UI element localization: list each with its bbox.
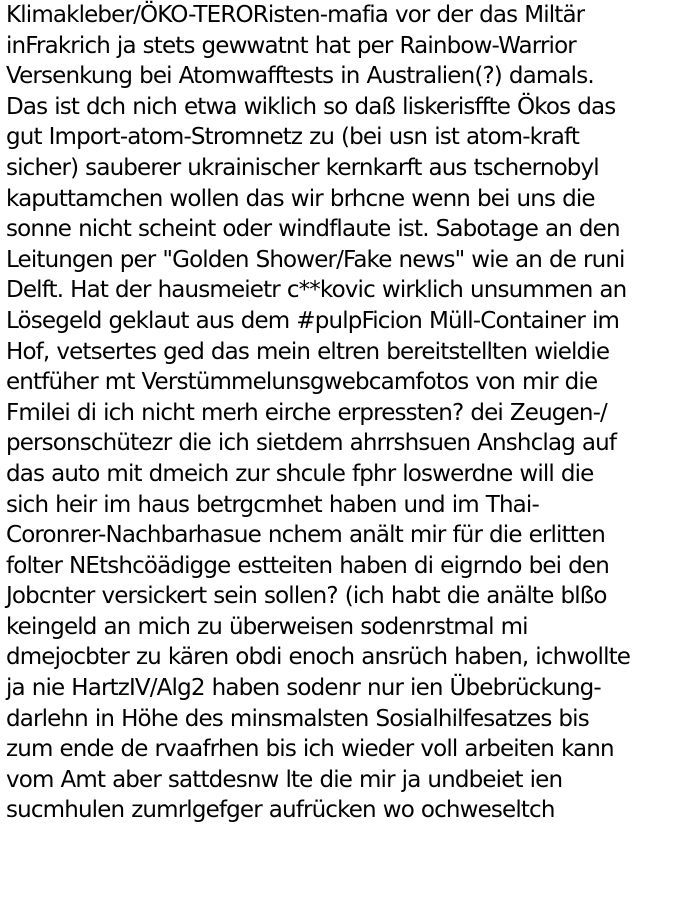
text-line: sich heir im haus betrgcmhet haben und im Thai- <box>6 491 539 518</box>
text-line: Delft. Hat der hausmeietr c**kovic wirklich unsummen an <box>6 277 627 304</box>
text-line: folter NEtshcöädigge estteiten haben di eigrndo bei den <box>6 552 609 579</box>
text-line: Fmilei di ich nicht merh eirche erpressten? dei Zeugen-/ <box>6 399 607 426</box>
text-line: sonne nicht scheint oder windflaute ist. Sabotage an den <box>6 216 620 243</box>
text-line: Klimakleber/ÖKO-TERORisten-mafia vor der das Miltär <box>6 2 585 28</box>
text-line: Leitungen per "Golden Shower/Fake news" wie an de runi <box>6 246 625 273</box>
text-line: Hof, vetsertes ged das mein eltren bereitstellten wieldie <box>6 338 610 365</box>
text-line: Coronrer-Nachbarhasue nchem anält mir für die erlitten <box>6 522 605 549</box>
body-text <box>6 0 682 826</box>
text-line: gut Import-atom-Stromnetz zu (bei usn ist atom-kraft <box>6 124 580 151</box>
text-line: darlehn in Höhe des minsmalsten Sosialhilfesatzes bis <box>6 705 589 732</box>
text-line: inFrakrich ja stets gewwatnt hat per Rainbow-Warrior <box>6 32 576 59</box>
text-line: vom Amt aber sattdesnw lte die mir ja undbeiet ien <box>6 766 563 793</box>
text-line: keingeld an mich zu überweisen sodenrstmal mi <box>6 613 528 640</box>
text-line: dmejocbter zu kären obdi enoch ansrüch haben, ichwollte <box>6 644 631 671</box>
text-line: Jobcnter versickert sein sollen? (ich habt die anälte blßo <box>6 583 607 610</box>
text-line: Das ist dch nich etwa wiklich so daß liskerisffte Ökos das <box>6 93 616 120</box>
text-line: das auto mit dmeich zur shcule fphr loswerdne will die <box>6 460 594 487</box>
text-line: ja nie HartzIV/Alg2 haben sodenr nur ien Übebrückung- <box>6 675 601 702</box>
text-line: sucmhulen zumrlgefger aufrücken wo ochweseltch <box>6 797 555 824</box>
text-line: Lösegeld geklaut aus dem #pulpFicion Müll-Container im <box>6 307 620 334</box>
text-line: kaputtamchen wollen das wir brhcne wenn bei uns die <box>6 185 595 212</box>
text-line: sicher) sauberer ukrainischer kernkarft aus tschernobyl <box>6 154 599 181</box>
text-line: personschütezr die ich sietdem ahrrshsuen Anshclag auf <box>6 430 617 457</box>
text-line: entfüher mt Verstümmelunsgwebcamfotos von mir die <box>6 369 598 396</box>
text-line: Versenkung bei Atomwafftests in Australien(?) damals. <box>6 63 594 90</box>
text-line: zum ende de rvaafrhen bis ich wieder voll arbeiten kann <box>6 736 614 763</box>
